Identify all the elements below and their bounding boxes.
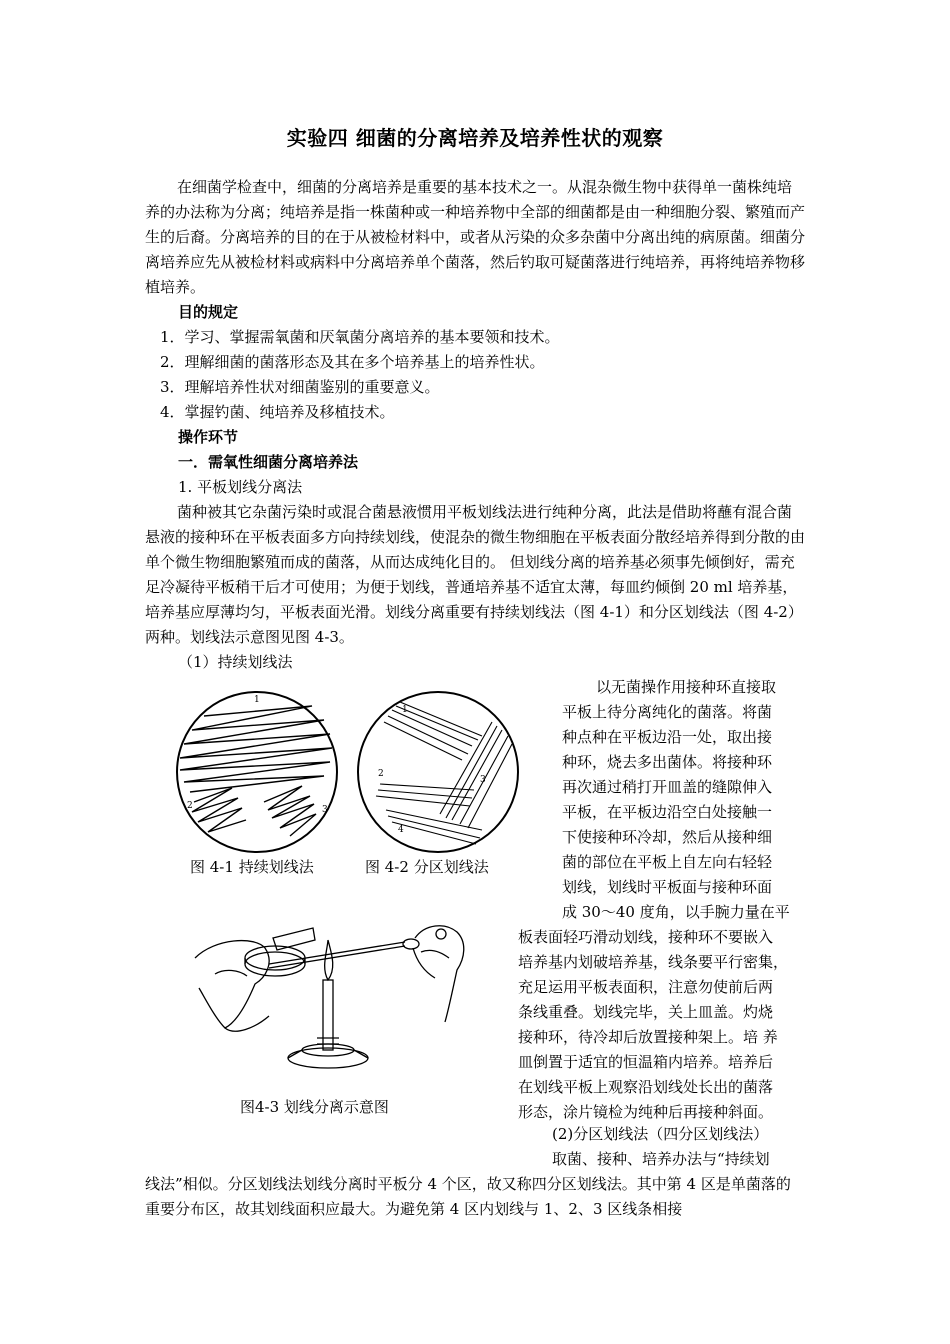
figure-label: 3 bbox=[480, 775, 486, 785]
intro-paragraph bbox=[145, 175, 805, 300]
figure-label: 1 bbox=[254, 695, 260, 705]
method1-heading: （1）持续划线法 bbox=[178, 653, 293, 671]
text-line: 在划线平板上观察沿划线处长出的菌落 bbox=[518, 1078, 774, 1096]
text-line: 充足运用平板表面积，注意勿使前后两 bbox=[518, 978, 774, 996]
text-line: 下使接种环冷却，然后从接种细 bbox=[562, 828, 773, 846]
figure-label: 2 bbox=[378, 769, 384, 779]
purpose-item: 2．理解细菌的菌落形态及其在多个培养基上的培养性状。 bbox=[160, 353, 545, 371]
document-title: 实验四 细菌的分离培养及培养性状的观察 bbox=[286, 126, 664, 150]
figure-4-3 bbox=[195, 918, 485, 1083]
text-line: 平板，在平板边沿空白处接触一 bbox=[562, 803, 773, 821]
method1-narrow-text bbox=[562, 675, 807, 925]
text-line: 培养基内划破培养基，线条要平行密集， bbox=[518, 953, 789, 971]
figure-label: 1 bbox=[402, 705, 408, 715]
method1-wide-text bbox=[518, 925, 808, 1125]
text-line: 形态，涂片镜检为纯种后再接种斜面。 bbox=[518, 1103, 774, 1121]
text-line: 板表面轻巧滑动划线，接种环不要嵌入 bbox=[518, 928, 774, 946]
method2-first-line: 取菌、接种、培养办法与“持续划 bbox=[552, 1150, 770, 1168]
purpose-heading: 目的规定 bbox=[178, 303, 239, 321]
text-line: 划线，划线时平板面与接种环面 bbox=[562, 878, 773, 896]
sub1-paragraph bbox=[145, 500, 805, 650]
sub1-heading: 1. 平板划线分离法 bbox=[178, 478, 303, 496]
intro-text: 在细菌学检查中，细菌的分离培养是重要的基本技术之一。从混杂微生物中获得单一菌株纯培养的办法称为分离；纯培养是指一株菌种或一种培养物中全部的细菌都是由一种细胞分裂、繁殖而产生的后裔。分离培养的目的在于从被检材料中，或者从污染的众多杂菌中分离出纯的病原菌。细菌分离培养应先从被检材料或病料中分离培养单个菌落，然后钓取可疑菌落进行纯培养，再将纯培养物移植培养。 bbox=[145, 178, 806, 296]
purpose-item: 1．学习、掌握需氧菌和厌氧菌分离培养的基本要领和技术。 bbox=[160, 328, 560, 346]
text-line: 成 30～40 度角，以手腕力量在平 bbox=[562, 903, 790, 921]
text-line: 条线重叠。划线完毕，关上皿盖。灼烧 bbox=[518, 1003, 774, 1021]
text-line: 再次通过稍打开皿盖的缝隙伸入 bbox=[562, 778, 773, 796]
method2-paragraph: 线法”相似。分区划线法划线分离时平板分 4 个区，故又称四分区划线法。其中第 4 区是单菌落的重要分布区，故其划线面积应最大。为避免第 4 区内划线与 1、2、3 区线条相接 bbox=[145, 1175, 791, 1218]
text-line: 以无菌操作用接种环直接取 bbox=[596, 678, 777, 696]
figure-4-1 bbox=[172, 690, 342, 855]
text-line: 菌的部位在平板上自左向右轻轻 bbox=[562, 853, 773, 871]
sub1-text: 菌种被其它杂菌污染时或混合菌悬液惯用平板划线法进行纯种分离，此法是借助将蘸有混合菌悬液的接种环在平板表面多方向持续划线，使混杂的微生物细胞在平板表面分散经培养得到分散的由单个微生物细胞繁殖而成的菌落，从而达成纯化目的。 但划线分离的培养基必须事先倾倒好，需充足冷凝待平板稍干后才可使用；为便于划线，普通培养基不适宜太薄，每皿约倾倒 20 ml 培养基，培养基应厚薄均匀，平板表面光滑。划线分离重要有持续划线法（图 4-1）和分区划线法（图 4-2）两种。划线法示意图见图 4-3。 bbox=[145, 503, 806, 646]
text-line: 种点种在平板边沿一处，取出接 bbox=[562, 728, 773, 746]
figure-label: 4 bbox=[398, 825, 404, 835]
figure-4-1-caption: 图 4-1 持续划线法 bbox=[190, 858, 314, 876]
section1-heading: 一．需氧性细菌分离培养法 bbox=[178, 453, 359, 471]
figure-label: 3 bbox=[322, 805, 328, 815]
text-line: 平板上待分离纯化的菌落。将菌 bbox=[562, 703, 773, 721]
method2-heading: (2)分区划线法（四分区划线法） bbox=[552, 1125, 769, 1143]
text-line: 接种环，待冷却后放置接种架上。培 养 bbox=[518, 1028, 778, 1046]
figure-4-3-caption: 图4-3 划线分离示意图 bbox=[240, 1098, 389, 1116]
figure-4-2-caption: 图 4-2 分区划线法 bbox=[365, 858, 489, 876]
purpose-item: 4．掌握钓菌、纯培养及移植技术。 bbox=[160, 403, 395, 421]
purpose-item: 3．理解培养性状对细菌鉴别的重要意义。 bbox=[160, 378, 440, 396]
text-line: 皿倒置于适宜的恒温箱内培养。培养后 bbox=[518, 1053, 774, 1071]
ops-heading: 操作环节 bbox=[178, 428, 239, 446]
figure-label: 2 bbox=[187, 801, 193, 811]
text-line: 种环，烧去多出菌体。将接种环 bbox=[562, 753, 773, 771]
figure-4-2 bbox=[352, 690, 524, 855]
